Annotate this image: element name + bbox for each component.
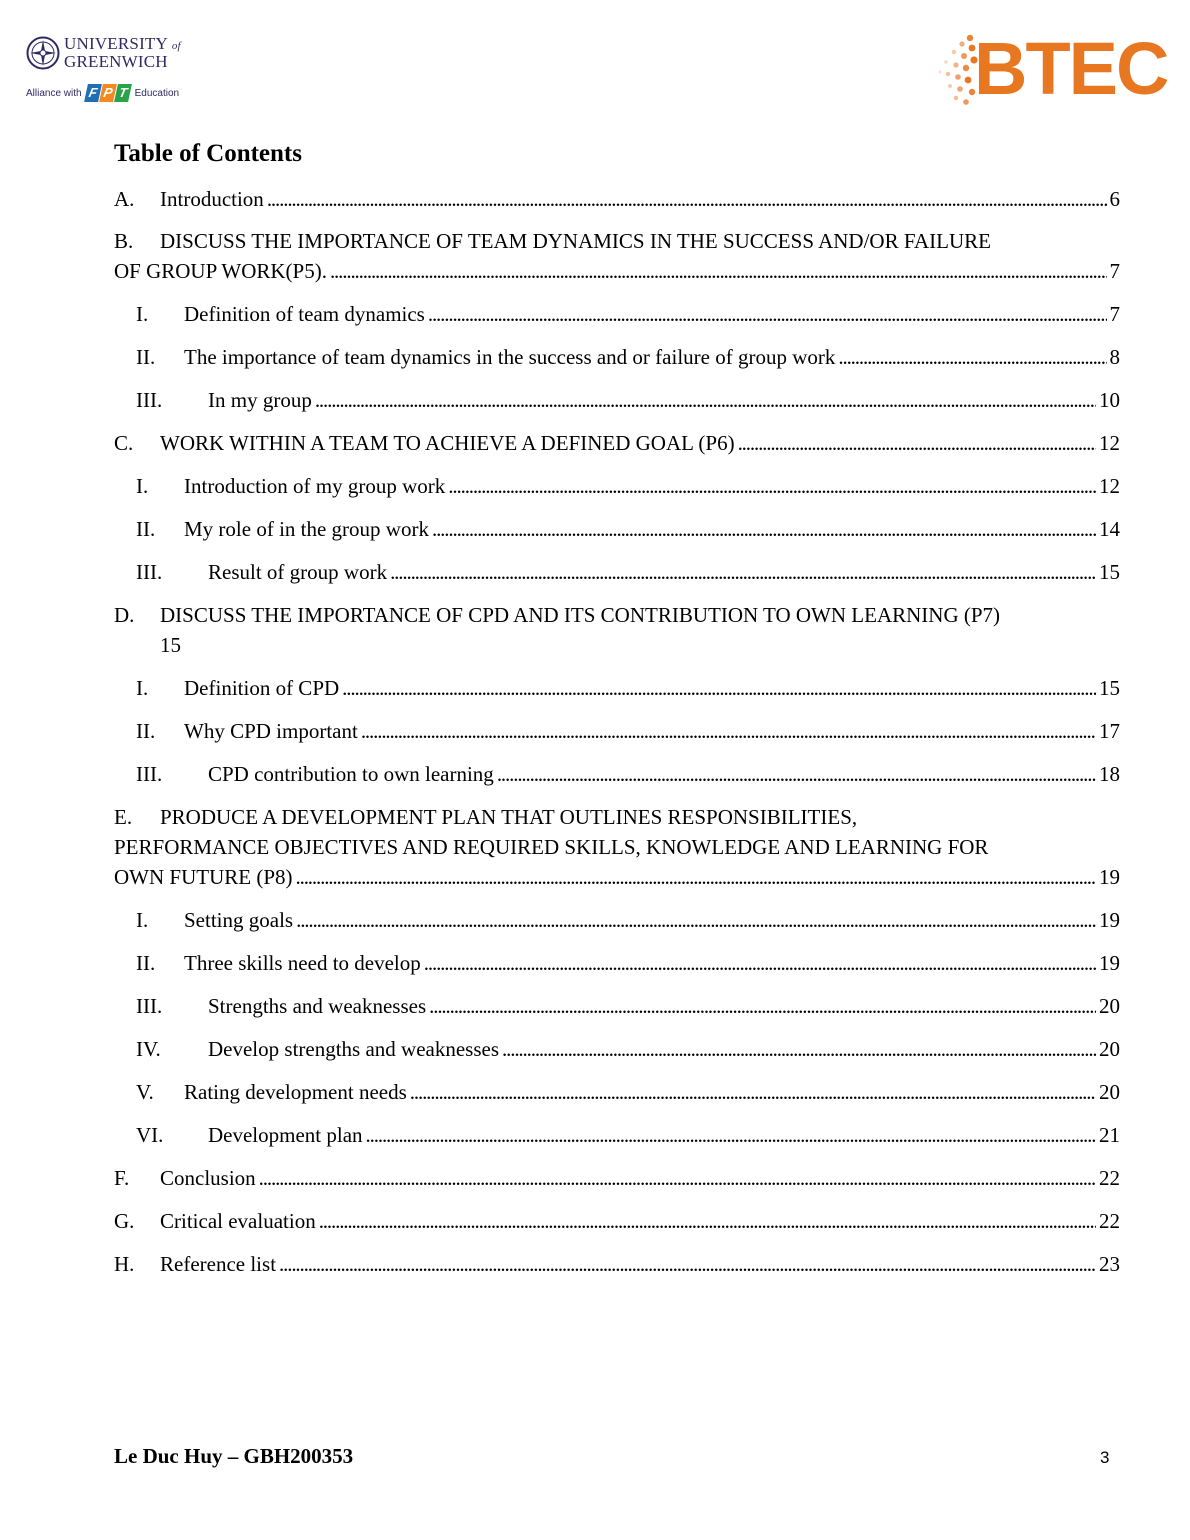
toc-entry-page: 15: [160, 633, 181, 657]
toc-entry-text: Development plan: [208, 1123, 363, 1147]
toc-entry-page: 7: [1109, 302, 1120, 326]
fpt-letter: F: [84, 84, 102, 102]
toc-entry-importance-cpd[interactable]: [114, 600, 1120, 660]
toc-entry-page: 14: [1099, 517, 1120, 541]
toc-entry-number: IV.: [136, 1037, 161, 1061]
toc-entry-text: Conclusion: [160, 1166, 256, 1190]
university-name: UNIVERSITY of GREENWICH: [64, 34, 181, 71]
toc-entry-setting-goals[interactable]: [114, 905, 1120, 935]
toc-entry-text: Reference list: [160, 1252, 277, 1276]
toc-leader: [432, 514, 1096, 544]
toc-entry-text: Develop strengths and weaknesses: [208, 1037, 500, 1061]
toc-entry-text: Introduction: [160, 187, 264, 211]
toc-entry-three-skills[interactable]: [114, 948, 1120, 978]
toc-entry-text: WORK WITHIN A TEAM TO ACHIEVE A DEFINED GOAL (P6): [160, 431, 735, 455]
toc-entry-number: C.: [114, 431, 134, 455]
toc-entry-text: Why CPD important: [184, 719, 358, 743]
toc-title: Table of Contents: [114, 140, 302, 167]
toc-entry-number: I.: [136, 302, 149, 326]
toc-entry-page: 7: [1109, 259, 1120, 283]
toc-leader: [428, 299, 1107, 329]
toc-entry-number: VI.: [136, 1123, 164, 1147]
toc-entry-text: Setting goals: [184, 908, 294, 932]
fpt-letter: P: [99, 84, 117, 102]
toc-leader: [738, 428, 1096, 458]
toc-leader: [448, 471, 1096, 501]
toc-leader: [366, 1120, 1096, 1150]
footer-author: Le Duc Huy – GBH200353: [114, 1444, 354, 1468]
toc-entry-text: Introduction of my group work: [184, 474, 446, 498]
table-of-contents: [114, 184, 1120, 1279]
toc-entry-text: DISCUSS THE IMPORTANCE OF CPD AND ITS CONTRIBUTION TO OWN LEARNING (P7): [160, 603, 1001, 627]
toc-entry-text: Definition of CPD: [184, 676, 340, 700]
toc-entry-text: Rating development needs: [184, 1080, 407, 1104]
btec-wordmark: BTEC: [974, 27, 1168, 110]
toc-entry-page: 21: [1099, 1123, 1120, 1147]
toc-entry-definition-cpd[interactable]: [114, 673, 1120, 703]
toc-leader: [330, 256, 1107, 286]
toc-entry-team-dynamics[interactable]: [114, 226, 1120, 286]
fpt-alliance: [26, 84, 196, 102]
toc-entry-page: 12: [1099, 474, 1120, 498]
toc-leader: [390, 557, 1096, 587]
toc-entry-number: II.: [136, 951, 156, 975]
toc-entry-page: 22: [1099, 1209, 1120, 1233]
toc-entry-number: II.: [136, 345, 156, 369]
toc-entry-number: F.: [114, 1166, 130, 1190]
page-number: 3: [1100, 1448, 1110, 1467]
toc-entry-number: I.: [136, 908, 149, 932]
toc-entry-number: A.: [114, 187, 135, 211]
toc-entry-text: PRODUCE A DEVELOPMENT PLAN THAT OUTLINES RESPONSIBILITIES,: [160, 805, 858, 829]
toc-entry-page: 19: [1099, 951, 1120, 975]
toc-entry-text: PERFORMANCE OBJECTIVES AND REQUIRED SKILLS, KNOWLEDGE AND LEARNING FOR: [114, 835, 989, 859]
toc-leader: [279, 1249, 1096, 1279]
toc-entry-page: 20: [1099, 1037, 1120, 1061]
toc-entry-number: G.: [114, 1209, 135, 1233]
toc-entry-number: V.: [136, 1080, 154, 1104]
toc-entry-page: 15: [1099, 560, 1120, 584]
toc-entry-conclusion[interactable]: [114, 1163, 1120, 1193]
toc-entry-number: I.: [136, 474, 149, 498]
toc-entry-number: H.: [114, 1252, 135, 1276]
toc-entry-strengths-weaknesses[interactable]: [114, 991, 1120, 1021]
toc-leader: [342, 673, 1096, 703]
toc-entry-development-plan-sub[interactable]: [114, 1120, 1120, 1150]
toc-entry-number: I.: [136, 676, 149, 700]
toc-leader: [267, 184, 1107, 214]
alliance-label: Alliance with: [26, 87, 82, 99]
toc-entry-text: OF GROUP WORK(P5).: [114, 259, 327, 283]
toc-entry-my-role[interactable]: [114, 514, 1120, 544]
toc-entry-result-group-work[interactable]: [114, 557, 1120, 587]
toc-entry-page: 6: [1109, 187, 1120, 211]
toc-entry-text: DISCUSS THE IMPORTANCE OF TEAM DYNAMICS IN THE SUCCESS AND/OR FAILURE: [160, 229, 991, 253]
toc-entry-work-within-team[interactable]: [114, 428, 1120, 458]
toc-entry-text: Three skills need to develop: [184, 951, 421, 975]
toc-leader: [315, 385, 1096, 415]
toc-entry-reference-list[interactable]: [114, 1249, 1120, 1279]
toc-entry-page: 17: [1099, 719, 1120, 743]
toc-entry-critical-evaluation[interactable]: [114, 1206, 1120, 1236]
toc-entry-page: 10: [1099, 388, 1120, 412]
toc-leader: [296, 862, 1097, 892]
fpt-letter: T: [114, 84, 132, 102]
toc-entry-number: III.: [136, 560, 163, 584]
toc-leader: [497, 759, 1096, 789]
toc-entry-number: III.: [136, 388, 163, 412]
toc-entry-number: III.: [136, 994, 163, 1018]
toc-entry-introduction[interactable]: [114, 184, 1120, 214]
toc-leader: [259, 1163, 1096, 1193]
toc-entry-page: 23: [1099, 1252, 1120, 1276]
toc-entry-page: 19: [1099, 865, 1120, 889]
toc-leader: [296, 905, 1096, 935]
toc-entry-develop-strengths[interactable]: [114, 1034, 1120, 1064]
toc-entry-rating-needs[interactable]: [114, 1077, 1120, 1107]
toc-entry-introduction-group-work[interactable]: [114, 471, 1120, 501]
toc-entry-page: 19: [1099, 908, 1120, 932]
toc-entry-in-my-group[interactable]: [114, 385, 1120, 415]
toc-entry-page: 18: [1099, 762, 1120, 786]
toc-entry-page: 22: [1099, 1166, 1120, 1190]
fpt-logo: [86, 84, 131, 102]
toc-leader: [319, 1206, 1096, 1236]
btec-logo: [934, 27, 1168, 110]
toc-entry-page: 8: [1109, 345, 1120, 369]
toc-entry-page: 20: [1099, 994, 1120, 1018]
toc-entry-cpd-contribution[interactable]: [114, 759, 1120, 789]
toc-entry-number: B.: [114, 229, 134, 253]
toc-entry-text: Result of group work: [208, 560, 388, 584]
toc-entry-page: 12: [1099, 431, 1120, 455]
toc-leader: [838, 342, 1106, 372]
toc-entry-page: 15: [1099, 676, 1120, 700]
greenwich-crest-icon: [26, 36, 60, 70]
toc-entry-text: CPD contribution to own learning: [208, 762, 494, 786]
toc-leader: [410, 1077, 1096, 1107]
toc-entry-definition-team-dynamics[interactable]: [114, 299, 1120, 329]
toc-leader: [424, 948, 1096, 978]
toc-entry-number: III.: [136, 762, 163, 786]
toc-entry-text: Definition of team dynamics: [184, 302, 425, 326]
toc-entry-text: Strengths and weaknesses: [208, 994, 427, 1018]
toc-entry-text: My role of in the group work: [184, 517, 429, 541]
toc-entry-development-plan[interactable]: [114, 802, 1120, 892]
toc-entry-page: 20: [1099, 1080, 1120, 1104]
toc-entry-text: Critical evaluation: [160, 1209, 316, 1233]
toc-entry-importance-team-dynamics[interactable]: [114, 342, 1120, 372]
toc-leader: [361, 716, 1096, 746]
toc-entry-text: OWN FUTURE (P8): [114, 865, 293, 889]
education-label: Education: [134, 87, 180, 99]
toc-entry-number: II.: [136, 719, 156, 743]
toc-entry-why-cpd-important[interactable]: [114, 716, 1120, 746]
toc-entry-text: The importance of team dynamics in the success and or failure of group work: [184, 345, 836, 369]
toc-entry-text: In my group: [208, 388, 312, 412]
toc-leader: [502, 1034, 1096, 1064]
toc-entry-number: D.: [114, 603, 135, 627]
toc-leader: [429, 991, 1096, 1021]
toc-entry-number: E.: [114, 805, 133, 829]
university-greenwich-logo: [26, 36, 196, 116]
toc-entry-number: II.: [136, 517, 156, 541]
